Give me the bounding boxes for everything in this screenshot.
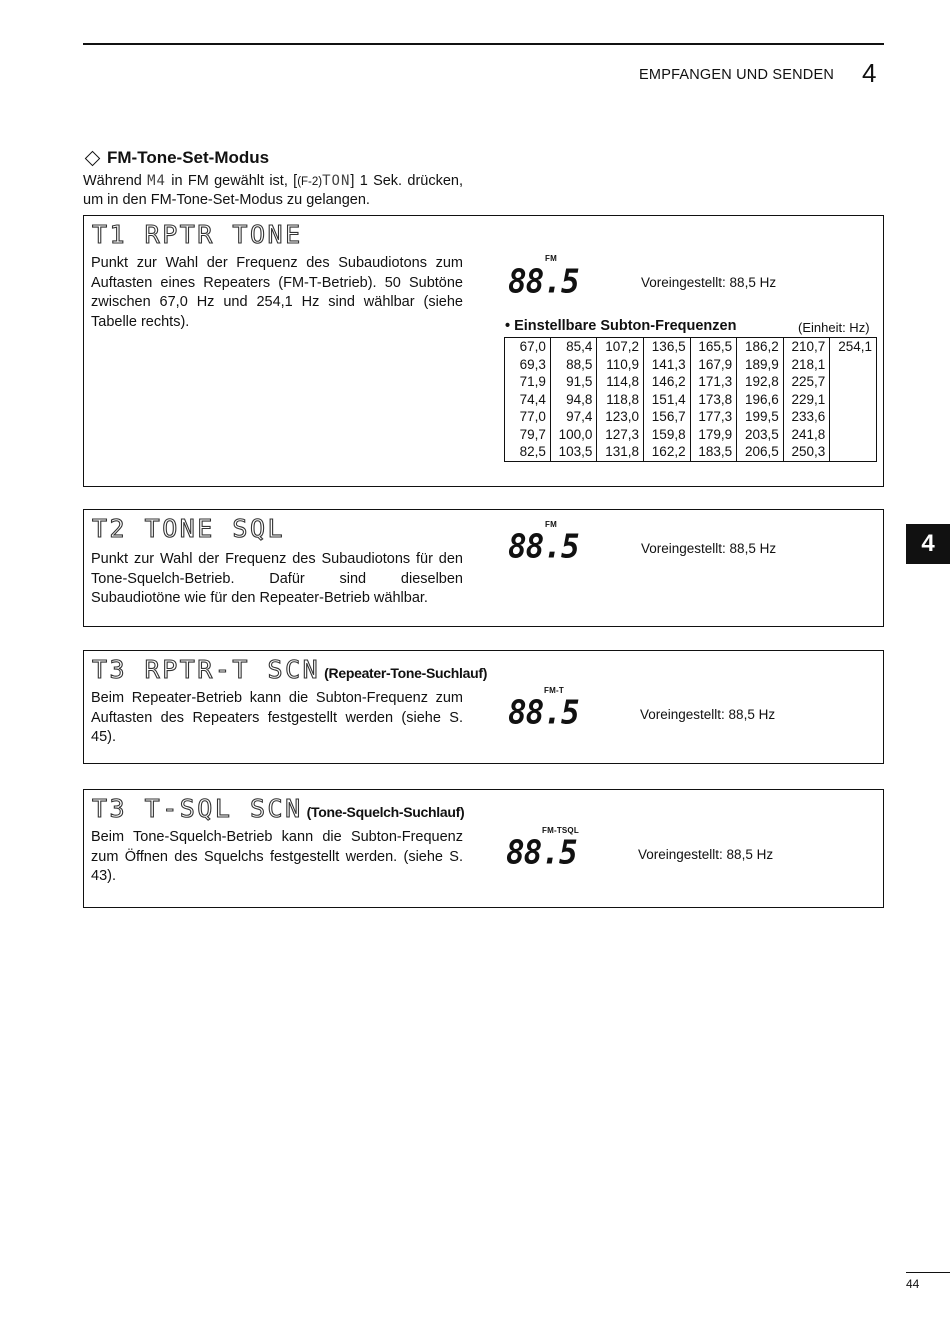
table-cell: 146,2 [651,374,686,389]
box-t3-rptr-t-scn [83,650,884,764]
intro-text-2: in FM gewählt ist, [ [165,173,298,189]
table-column [505,338,551,462]
table-cell: 127,3 [605,426,640,442]
lcd-title-text: T3 T-SQL SCN [92,794,303,823]
table-cell: 123,0 [605,409,640,424]
table-cell: 77,0 [519,409,546,424]
mode-label: FM-TSQL [542,826,579,835]
frequency-display: 88.5 [508,263,579,301]
default-value: Voreingestellt: 88,5 Hz [641,275,777,290]
table-cell: 250,3 [791,444,826,459]
table-column [550,338,597,462]
tone-table-unit: (Einheit: Hz) [798,320,870,335]
intro-text-3: ] 1 Sek. drücken, um in den FM-Tone-Set-Modus zu gelangen. [83,173,463,208]
lcd-title-text: T3 RPTR-T SCN [92,655,321,684]
footer-rule [906,1272,950,1273]
mode-label: FM [545,254,557,263]
table-cell: 159,8 [651,426,686,442]
table-cell: 189,9 [744,356,779,372]
table-cell: 192,8 [744,374,779,389]
mode-label: FM [545,520,557,529]
lcd-subtitle: (Repeater-Tone-Suchlauf) [324,665,488,681]
mode-label: FM-T [544,686,564,695]
diamond-icon [85,150,101,166]
lcd-title [92,655,487,684]
table-cell: 210,7 [791,339,826,354]
chapter-title: EMPFANGEN UND SENDEN [639,67,834,83]
tone-table-title: • Einstellbare Subton-Frequenzen [505,318,737,334]
box-description: Punkt zur Wahl der Frequenz des Subaudiotons zum Auftasten eines Repeaters (FM-T-Betrieb). 50 Subtöne zwischen 67,0 Hz und 254,1 Hz sind wählbar (siehe Tabelle rechts). [91,255,463,330]
tone-frequency-table [504,337,877,462]
table-cell: 114,8 [606,374,640,389]
table-column [690,338,737,462]
chapter-number: 4 [862,58,877,88]
lcd-title-text: T1 RPTR TONE [92,220,303,249]
table-cell: 233,6 [791,409,826,424]
default-value: Voreingestellt: 88,5 Hz [638,847,774,862]
table-cell: 107,2 [605,339,640,354]
table-cell: 156,7 [651,409,686,424]
table-cell: 162,2 [651,444,686,459]
table-cell: 218,1 [791,356,826,372]
table-cell: 118,8 [606,391,640,407]
table-column [597,338,644,462]
lcd-subtitle: (Tone-Squelch-Suchlauf) [306,804,465,820]
table-cell: 171,3 [698,374,733,389]
table-cell: 69,3 [519,356,546,372]
table-cell: 74,4 [519,391,546,407]
table-cell: 229,1 [791,391,826,407]
table-cell: 151,4 [651,391,686,407]
table-cell: 225,7 [791,374,826,389]
table-cell: 183,5 [698,444,733,459]
intro-lcd-ton: TON [322,173,351,189]
frequency-display: 88.5 [508,528,579,566]
table-cell: 165,5 [698,339,733,354]
table-cell: 103,5 [558,444,593,459]
table-cell: 97,4 [566,409,593,424]
table-cell: 110,9 [606,356,640,372]
table-column [644,338,691,462]
frequency-display: 88.5 [506,834,577,872]
table-cell: 196,6 [744,391,779,407]
table-cell: 82,5 [519,444,546,459]
table-cell: 94,8 [566,391,593,407]
chapter-side-tab[interactable]: 4 [906,524,950,564]
table-cell: 177,3 [698,409,733,424]
table-cell: 206,5 [744,444,779,459]
section-intro [83,172,463,209]
table-cell: 141,3 [651,356,686,372]
table-cell: 173,8 [698,391,733,407]
default-value: Voreingestellt: 88,5 Hz [640,707,776,722]
intro-lcd-m4: M4 [147,173,166,189]
table-cell: 88,5 [566,356,593,372]
table-cell: 67,0 [519,339,546,354]
box-t2-tone-sql [83,509,884,627]
table-cell: 254,1 [838,339,872,354]
frequency-display: 88.5 [508,694,579,732]
table-cell: 85,4 [566,339,593,354]
box-description: Beim Repeater-Betrieb kann die Subton-Frequenz zum Auftasten des Repeaters festgestellt werden (siehe S. 45). [91,690,463,745]
table-cell: 179,9 [698,426,733,442]
table-cell: 199,5 [744,409,779,424]
default-value: Voreingestellt: 88,5 Hz [641,541,777,556]
intro-text-1: Während [83,173,148,189]
table-cell: 131,8 [605,444,640,459]
header-rule [83,43,884,45]
section-heading-text: FM-Tone-Set-Modus [107,148,270,167]
table-cell: 79,7 [519,426,546,442]
lcd-title [92,514,289,543]
box-description: Beim Tone-Squelch-Betrieb kann die Subton-Frequenz zum Öffnen des Squelchs festgestellt werden. (siehe S. 43). [91,829,463,884]
table-cell: 136,5 [651,339,686,354]
table-cell: 91,5 [566,374,593,389]
box-description: Punkt zur Wahl der Frequenz des Subaudiotons für den Tone-Squelch-Betrieb. Dafür sind dieselben Subaudiotöne wie für den Repeater-Betrieb wählbar. [91,551,463,606]
table-column [830,338,877,462]
table-cell: 167,9 [698,356,733,372]
lcd-title [92,220,307,249]
box-t3-t-sql-scn [83,789,884,908]
box-t1-rptr-tone [83,215,884,487]
table-column [783,338,830,462]
table-cell: 241,8 [791,426,826,442]
table-cell: 100,0 [558,426,593,442]
table-column [737,338,784,462]
section-heading [83,148,269,168]
page-number: 44 [906,1277,920,1291]
table-cell: 203,5 [744,426,779,442]
lcd-title [92,794,464,823]
table-cell: 71,9 [519,374,546,389]
intro-key-label: (F-2) [297,176,323,188]
lcd-title-text: T2 TONE SQL [92,514,286,543]
table-cell: 186,2 [744,339,779,354]
